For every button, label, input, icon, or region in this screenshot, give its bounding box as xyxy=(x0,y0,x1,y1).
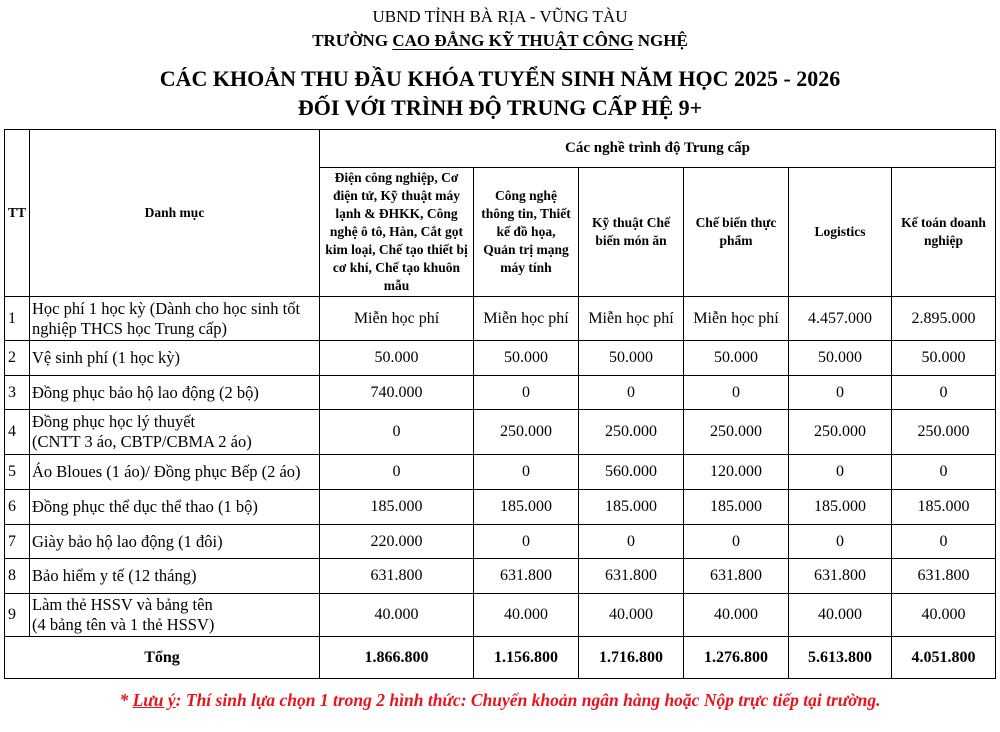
fee-value: 0 xyxy=(789,525,892,559)
fee-value: 250.000 xyxy=(579,410,684,455)
fee-value: 0 xyxy=(474,455,579,490)
org-suffix: NGHỆ xyxy=(633,31,688,50)
org-prefix: TRƯỜNG xyxy=(312,31,393,50)
row-description-line1: Làm thẻ HSSV và bảng tên xyxy=(32,595,213,615)
col-header-program: Điện công nghiệp, Cơ điện tử, Kỹ thuật máy lạnh & ĐHKK, Công nghệ ô tô, Hàn, Cắt gọt kim loại, Chế tạo thiết bị cơ khí, Chế tạo khuôn mẫu xyxy=(320,168,474,297)
fee-value: 0 xyxy=(684,525,789,559)
fee-value: 250.000 xyxy=(474,410,579,455)
row-description-line1: Đồng phục học lý thuyết xyxy=(32,412,196,432)
fee-value: 0 xyxy=(474,525,579,559)
row-description-line1: Đồng phục bảo hộ lao động (2 bộ) xyxy=(32,382,259,402)
page-title: CÁC KHOẢN THU ĐẦU KHÓA TUYỂN SINH NĂM HỌC 2025 - 2026 xyxy=(159,66,841,91)
row-description-line1: Bảo hiểm y tế (12 tháng) xyxy=(32,566,197,586)
note xyxy=(0,690,1000,711)
fee-value: Miễn học phí xyxy=(684,297,789,341)
total-row xyxy=(5,637,996,679)
row-description xyxy=(30,559,320,594)
fee-value: 0 xyxy=(684,376,789,410)
fee-value: 185.000 xyxy=(320,490,474,525)
row-number: 7 xyxy=(5,525,30,559)
fee-value: 631.800 xyxy=(789,559,892,594)
fee-table-body xyxy=(5,130,996,679)
fee-value: 40.000 xyxy=(684,594,789,637)
row-description-line2: (CNTT 3 áo, CBTP/CBMA 2 áo) xyxy=(32,432,252,451)
row-number: 5 xyxy=(5,455,30,490)
row-description-line2: (4 bảng tên và 1 thẻ HSSV) xyxy=(32,615,215,634)
table-row xyxy=(5,455,996,490)
fee-value: 185.000 xyxy=(579,490,684,525)
fee-value: 631.800 xyxy=(474,559,579,594)
fee-value: 250.000 xyxy=(789,410,892,455)
row-description-line1: Giày bảo hộ lao động (1 đôi) xyxy=(32,531,223,551)
fee-value: 185.000 xyxy=(892,490,996,525)
row-description-line1: Áo Bloues (1 áo)/ Đồng phục Bếp (2 áo) xyxy=(32,462,301,482)
total-value: 1.866.800 xyxy=(320,637,474,679)
fee-value: 0 xyxy=(789,455,892,490)
fee-value: 250.000 xyxy=(892,410,996,455)
col-header-program: Công nghệ thông tin, Thiết kế đồ họa, Quản trị mạng máy tính xyxy=(474,168,579,297)
fee-value: 220.000 xyxy=(320,525,474,559)
table-row xyxy=(5,341,996,376)
table-row xyxy=(5,525,996,559)
col-header-program: Kế toán doanh nghiệp xyxy=(892,168,996,297)
fee-value: 185.000 xyxy=(789,490,892,525)
fee-value: 0 xyxy=(892,376,996,410)
total-value: 5.613.800 xyxy=(789,637,892,679)
row-number: 3 xyxy=(5,376,30,410)
row-number: 4 xyxy=(5,410,30,455)
row-number: 1 xyxy=(5,297,30,341)
col-header-program: Logistics xyxy=(789,168,892,297)
row-description-line1: Học phí 1 học kỳ (Dành cho học sinh tốt xyxy=(32,298,301,318)
fee-value: 2.895.000 xyxy=(892,297,996,341)
fee-value: 40.000 xyxy=(474,594,579,637)
table-row xyxy=(5,410,996,455)
fee-value: 0 xyxy=(320,410,474,455)
note-text: : Thí sinh lựa chọn 1 trong 2 hình thức: Chuyển khoản ngân hàng hoặc Nộp trực tiếp tại trường. xyxy=(175,690,881,710)
fee-value: Miễn học phí xyxy=(320,297,474,341)
org-name-line1: UBND TỈNH BÀ RỊA - VŨNG TÀU xyxy=(372,7,628,26)
row-description-line1: Đồng phục thể dục thể thao (1 bộ) xyxy=(32,497,258,517)
fee-value: 631.800 xyxy=(320,559,474,594)
table-row xyxy=(5,376,996,410)
col-header-tt: TT xyxy=(5,130,30,297)
fee-value: 50.000 xyxy=(789,341,892,376)
fee-value: 4.457.000 xyxy=(789,297,892,341)
total-value: 1.716.800 xyxy=(579,637,684,679)
fee-value: 0 xyxy=(892,525,996,559)
row-number: 6 xyxy=(5,490,30,525)
fee-value: 631.800 xyxy=(684,559,789,594)
fee-value: 185.000 xyxy=(474,490,579,525)
fee-value: 40.000 xyxy=(892,594,996,637)
row-description xyxy=(30,525,320,559)
fee-value: 0 xyxy=(892,455,996,490)
col-header-program: Chế biến thực phẩm xyxy=(684,168,789,297)
row-description-line2: nghiệp THCS học Trung cấp) xyxy=(32,318,227,338)
fee-value: 40.000 xyxy=(579,594,684,637)
row-description xyxy=(30,376,320,410)
fee-value: 0 xyxy=(579,525,684,559)
fee-value: 631.800 xyxy=(579,559,684,594)
fee-value: 185.000 xyxy=(684,490,789,525)
fee-value: 631.800 xyxy=(892,559,996,594)
note-asterisk: * xyxy=(119,690,133,710)
fee-value: Miễn học phí xyxy=(474,297,579,341)
total-label: Tổng xyxy=(5,637,320,679)
org-name-line2 xyxy=(0,31,1000,51)
row-description xyxy=(30,455,320,490)
total-value: 1.156.800 xyxy=(474,637,579,679)
col-header-program: Kỹ thuật Chế biến món ăn xyxy=(579,168,684,297)
fee-value: 740.000 xyxy=(320,376,474,410)
fee-value: 250.000 xyxy=(684,410,789,455)
row-number: 9 xyxy=(5,594,30,637)
total-value: 1.276.800 xyxy=(684,637,789,679)
fee-value: 120.000 xyxy=(684,455,789,490)
row-number: 8 xyxy=(5,559,30,594)
table-header-row xyxy=(5,130,996,168)
row-description xyxy=(30,297,320,341)
fee-value: 0 xyxy=(474,376,579,410)
row-description xyxy=(30,341,320,376)
fee-value: 0 xyxy=(320,455,474,490)
fee-value: 40.000 xyxy=(789,594,892,637)
row-description xyxy=(30,594,320,637)
fee-value: 50.000 xyxy=(892,341,996,376)
fee-value: 0 xyxy=(789,376,892,410)
fee-value: 50.000 xyxy=(320,341,474,376)
org-underlined: CAO ĐẲNG KỸ THUẬT CÔNG xyxy=(392,31,634,50)
fee-value: 0 xyxy=(579,376,684,410)
col-group-header: Các nghề trình độ Trung cấp xyxy=(320,130,996,168)
table-row xyxy=(5,559,996,594)
table-row xyxy=(5,594,996,637)
fee-value: 50.000 xyxy=(474,341,579,376)
fee-value: 40.000 xyxy=(320,594,474,637)
fee-value: 560.000 xyxy=(579,455,684,490)
fee-value: 50.000 xyxy=(579,341,684,376)
col-header-category: Danh mục xyxy=(30,130,320,297)
table-row xyxy=(5,490,996,525)
total-value: 4.051.800 xyxy=(892,637,996,679)
row-description xyxy=(30,410,320,455)
row-number: 2 xyxy=(5,341,30,376)
table-row xyxy=(5,297,996,341)
fee-value: 50.000 xyxy=(684,341,789,376)
note-label: Lưu ý xyxy=(132,690,176,710)
fee-table xyxy=(4,129,996,679)
fee-value: Miễn học phí xyxy=(579,297,684,341)
row-description xyxy=(30,490,320,525)
row-description-line1: Vệ sinh phí (1 học kỳ) xyxy=(32,348,181,368)
page-subtitle: ĐỐI VỚI TRÌNH ĐỘ TRUNG CẤP HỆ 9+ xyxy=(297,95,703,120)
